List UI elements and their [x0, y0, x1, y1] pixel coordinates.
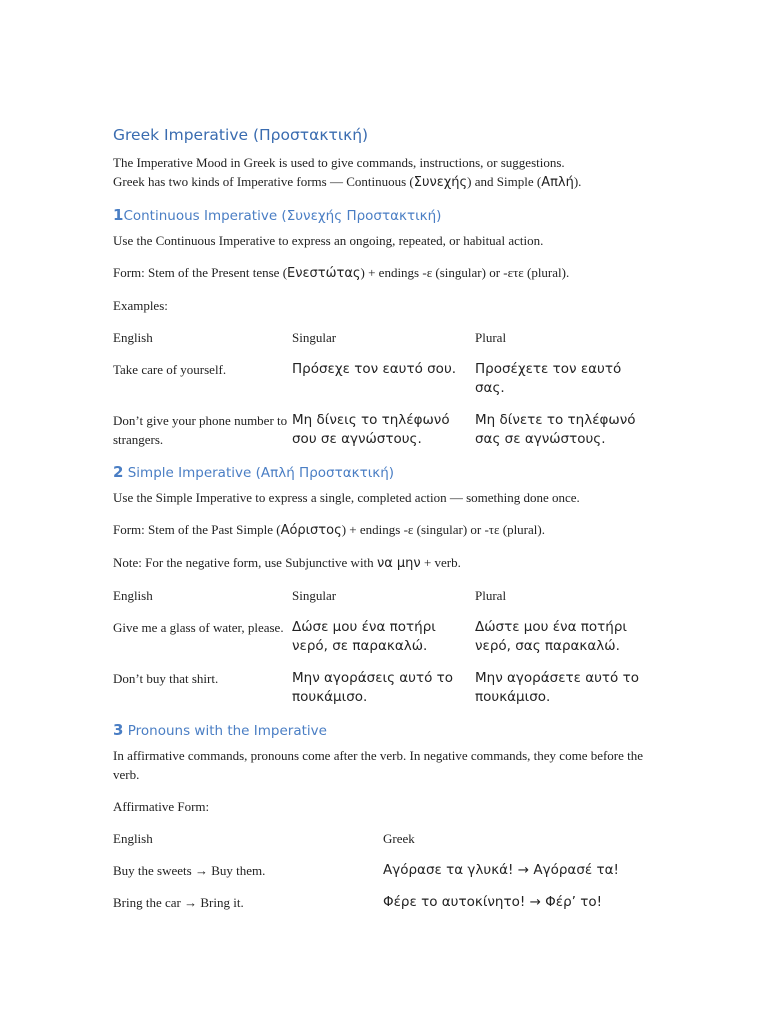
singular-cell: Μη δίνεις το τηλέφωνό σου σε αγνώστους. — [292, 412, 450, 447]
section-1-description: Use the Continuous Imperative to express an ongoing, repeated, or habitual action. — [113, 233, 544, 248]
section-1-form: Form: Stem of the Present tense (Ενεστώτας) + endings -ε (singular) or -ετε (plural). — [113, 265, 570, 281]
table-row — [113, 618, 653, 669]
section-2-description: Use the Simple Imperative to express a single, completed action — something done once. — [113, 490, 580, 505]
section-2-heading: 2 Simple Imperative (Απλή Προστακτική) — [113, 463, 395, 481]
greek-cell: Φέρε το αυτοκίνητο! → Φέρ’ το! — [383, 894, 603, 910]
section-3-description: In affirmative commands, pronouns come after the verb. In negative commands, they come before the verb. — [113, 748, 644, 782]
section-2-form: Form: Stem of the Past Simple (Αόριστος) + endings -ε (singular) or -τε (plural). — [113, 522, 545, 538]
document-content — [113, 124, 653, 925]
header-singular: Singular — [292, 330, 337, 345]
header-plural: Plural — [475, 330, 507, 345]
english-cell: Don’t give your phone number to strangers. — [113, 413, 288, 447]
english-cell: Take care of yourself. — [113, 362, 227, 377]
table-row — [113, 411, 653, 462]
section-3-affirmative-label: Affirmative Form: — [113, 799, 210, 814]
header-greek: Greek — [383, 831, 415, 846]
table-header-row — [113, 328, 653, 360]
plural-cell: Μην αγοράσετε αυτό το πουκάμισο. — [475, 670, 639, 705]
table-header-row — [113, 829, 653, 861]
section-1-heading: 1Continuous Imperative (Συνεχής Προστακτική) — [113, 206, 442, 224]
table-row — [113, 861, 653, 893]
english-cell: Give me a glass of water, please. — [113, 620, 284, 635]
pronouns-table — [113, 829, 653, 925]
header-singular: Singular — [292, 588, 337, 603]
simple-imperative-table — [113, 586, 653, 720]
table-header-row — [113, 586, 653, 618]
intro-line-1: The Imperative Mood in Greek is used to give commands, instructions, or suggestions. — [113, 155, 565, 170]
english-cell: Buy the sweets → Buy them. — [113, 863, 266, 878]
page-title: Greek Imperative (Προστακτική) — [113, 126, 369, 144]
header-english: English — [113, 588, 153, 603]
header-english: English — [113, 831, 153, 846]
plural-cell: Προσέχετε τον εαυτό σας. — [475, 361, 622, 396]
section-1-examples-label: Examples: — [113, 298, 168, 313]
plural-cell: Δώστε μου ένα ποτήρι νερό, σας παρακαλώ. — [475, 619, 628, 654]
section-2-note: Note: For the negative form, use Subjunctive with να μην + verb. — [113, 555, 461, 571]
singular-cell: Δώσε μου ένα ποτήρι νερό, σε παρακαλώ. — [292, 619, 436, 654]
section-3-heading: 3 Pronouns with the Imperative — [113, 721, 327, 739]
header-english: English — [113, 330, 153, 345]
intro-line-2: Greek has two kinds of Imperative forms — Continuous (Συνεχής) and Simple (Απλή). — [113, 174, 582, 190]
header-plural: Plural — [475, 588, 507, 603]
singular-cell: Πρόσεχε τον εαυτό σου. — [292, 361, 457, 377]
table-row — [113, 360, 653, 411]
table-row — [113, 669, 653, 720]
singular-cell: Μην αγοράσεις αυτό το πουκάμισο. — [292, 670, 454, 705]
english-cell: Bring the car → Bring it. — [113, 895, 244, 910]
continuous-imperative-table — [113, 328, 653, 462]
table-row — [113, 893, 653, 925]
greek-cell: Αγόρασε τα γλυκά! → Αγόρασέ τα! — [383, 862, 619, 878]
plural-cell: Μη δίνετε το τηλέφωνό σας σε αγνώστους. — [475, 412, 636, 447]
english-cell: Don’t buy that shirt. — [113, 671, 219, 686]
